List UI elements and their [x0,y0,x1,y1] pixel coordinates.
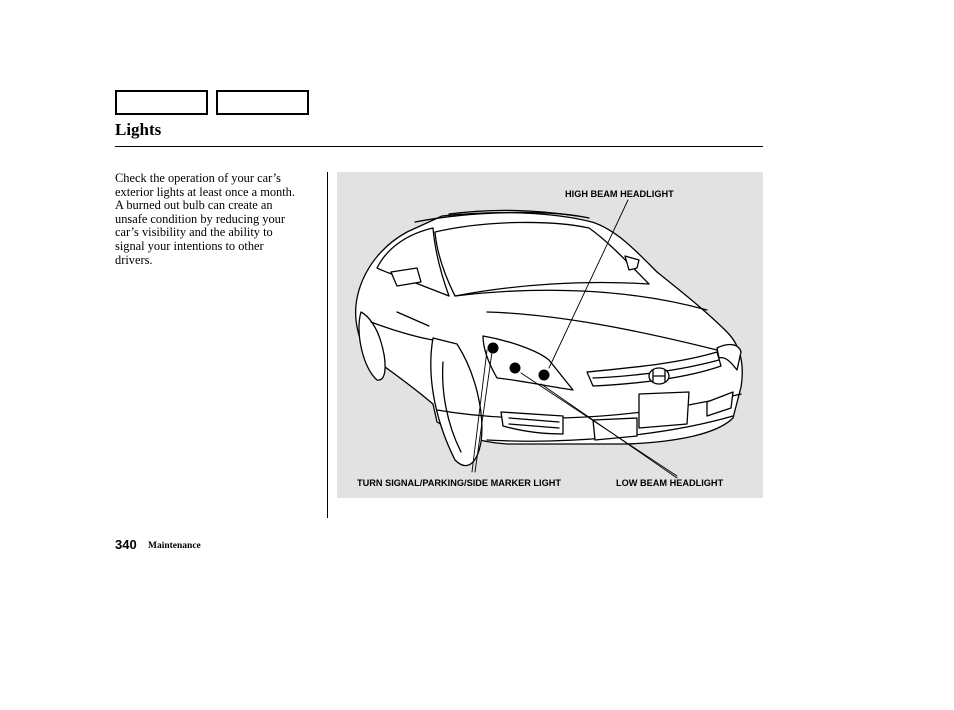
nav-tab-box-1[interactable] [115,90,208,115]
car-illustration [337,172,763,498]
column-divider [327,172,328,518]
body-line: unsafe condition by reducing your [115,211,285,226]
nav-tab-box-2[interactable] [216,90,309,115]
car-lights-figure [337,172,763,498]
page-number: 340 [115,537,137,552]
page-title: Lights [115,120,162,139]
low-beam-label: LOW BEAM HEADLIGHT [616,478,724,488]
high-beam-dot [539,370,550,381]
car-side-mirror [391,268,421,286]
license-plate [639,392,689,428]
body-line: signal your intentions to other [115,238,264,253]
high-beam-label: HIGH BEAM HEADLIGHT [565,189,674,199]
turn-signal-dot [488,343,499,354]
body-line: A burned out bulb can create an [115,198,273,213]
section-name: Maintenance [148,541,201,551]
turn-signal-label: TURN SIGNAL/PARKING/SIDE MARKER LIGHT [357,478,561,488]
low-beam-dot [510,363,521,374]
body-paragraph [115,172,325,267]
body-line: Check the operation of your car’s [115,171,281,185]
title-divider [115,146,763,147]
body-line: exterior lights at least once a month. [115,184,295,199]
body-line: car’s visibility and the ability to [115,225,273,240]
body-line: drivers. [115,252,153,267]
